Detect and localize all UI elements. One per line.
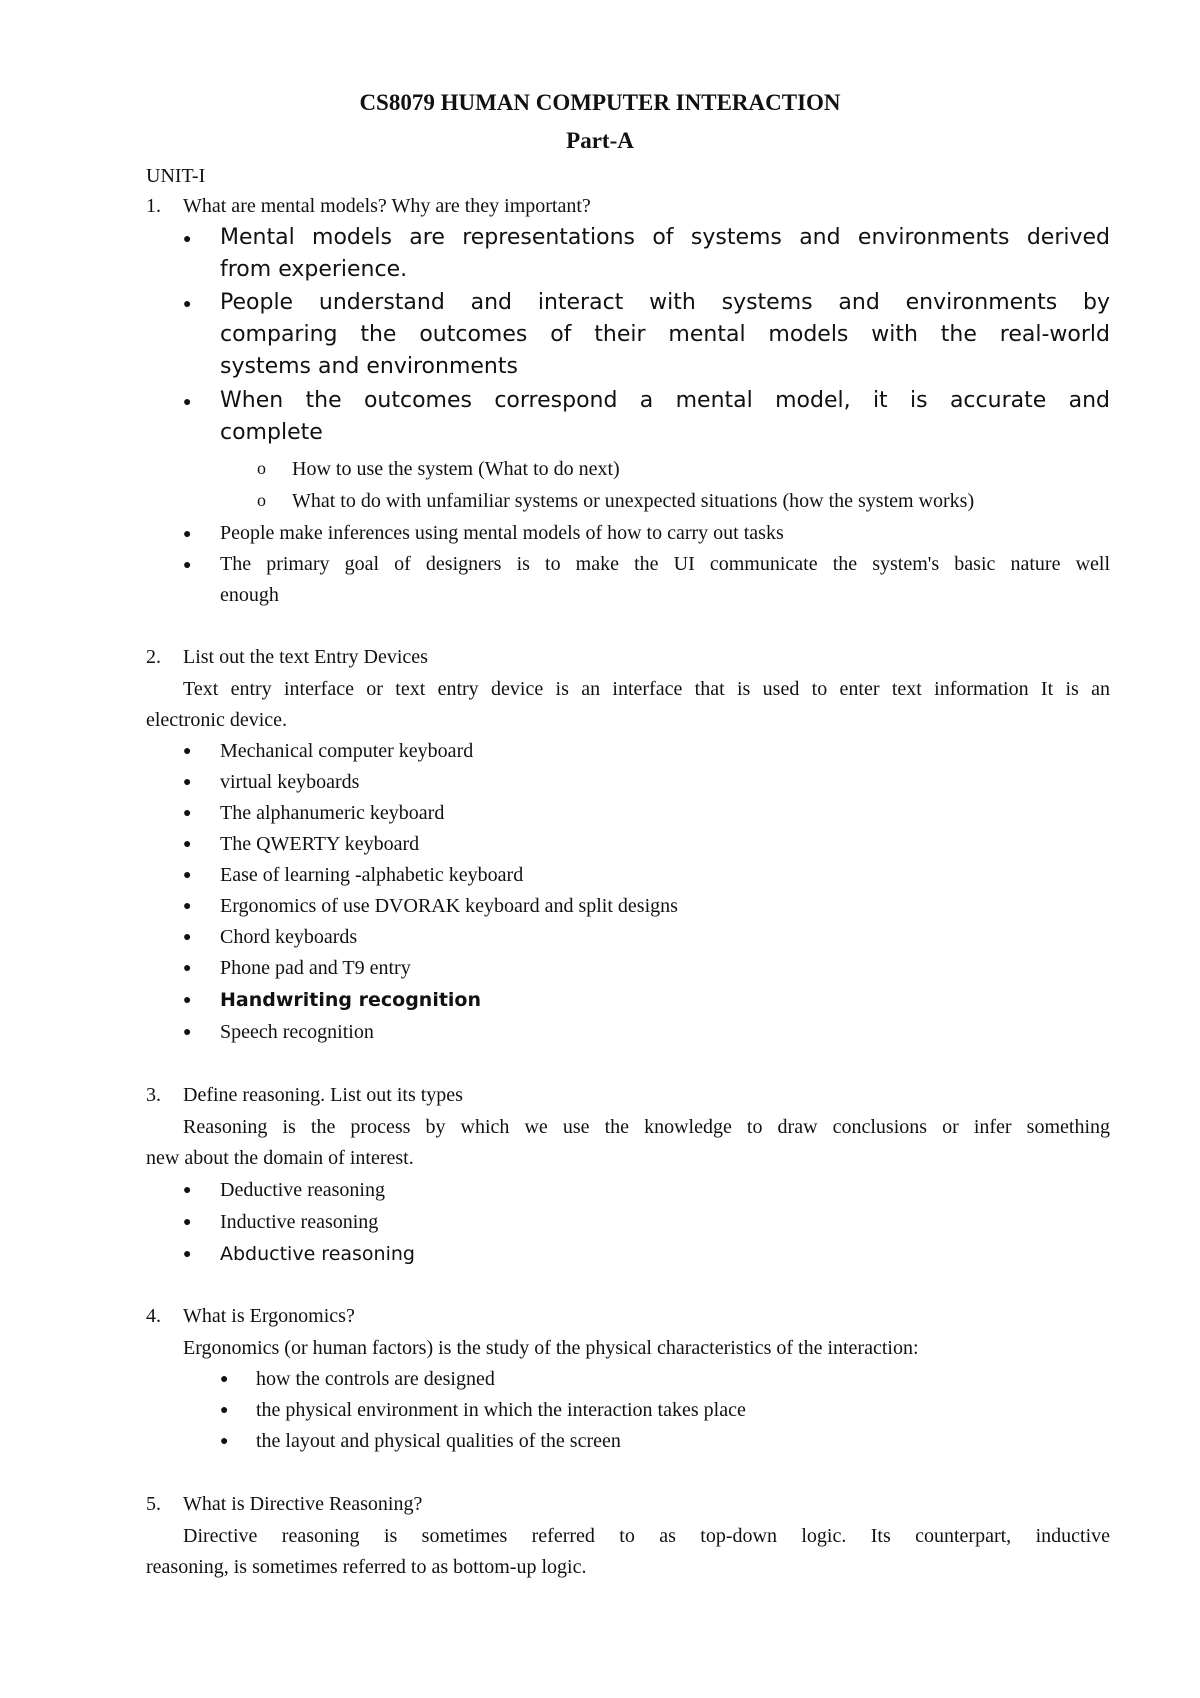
part-heading: Part-A bbox=[566, 128, 634, 153]
q4-question: What is Ergonomics? bbox=[183, 1305, 355, 1327]
q3-item-2-marker: ● bbox=[183, 1215, 192, 1230]
q1-bullet-2-marker: ● bbox=[183, 297, 192, 312]
q1-bullet-2-line-3: systems and environments bbox=[220, 354, 518, 379]
q2-item-9: Handwriting recognition bbox=[220, 989, 482, 1011]
q1-sub-1: How to use the system (What to do next) bbox=[292, 458, 620, 480]
q2-item-3: The alphanumeric keyboard bbox=[220, 802, 445, 824]
q4-item-1: how the controls are designed bbox=[256, 1368, 495, 1390]
q3-item-3: Abductive reasoning bbox=[220, 1243, 415, 1265]
q2-item-1-marker: ● bbox=[183, 744, 192, 759]
q1-bullet-5-marker: ● bbox=[183, 558, 192, 573]
q2-number: 2. bbox=[146, 646, 161, 668]
q2-item-6: Ergonomics of use DVORAK keyboard and split designs bbox=[220, 895, 678, 917]
q4-item-3: the layout and physical qualities of the screen bbox=[256, 1430, 621, 1452]
q1-bullet-4-marker: ● bbox=[183, 527, 192, 542]
q2-item-7-marker: ● bbox=[183, 930, 192, 945]
q2-item-5-marker: ● bbox=[183, 868, 192, 883]
q1-bullet-2-line-2: comparing the outcomes of their mental models with the real-world bbox=[220, 322, 1110, 347]
q4-item-2-marker: ● bbox=[220, 1403, 229, 1418]
q2-item-2: virtual keyboards bbox=[220, 771, 360, 793]
q5-question: What is Directive Reasoning? bbox=[183, 1493, 423, 1515]
q1-sub-1-marker: o bbox=[257, 458, 266, 478]
q1-bullet-1-line-1: Mental models are representations of systems and environments derived bbox=[220, 225, 1110, 250]
q3-question: Define reasoning. List out its types bbox=[183, 1084, 463, 1106]
q2-item-9-marker: ● bbox=[183, 993, 192, 1008]
q1-bullet-2-line-1: People understand and interact with systems and environments by bbox=[220, 290, 1110, 315]
q3-item-3-marker: ● bbox=[183, 1247, 192, 1262]
q3-item-1-marker: ● bbox=[183, 1183, 192, 1198]
q1-bullet-5-line-1: The primary goal of designers is to make the UI communicate the system's basic nature well bbox=[220, 553, 1110, 575]
q4-item-3-marker: ● bbox=[220, 1434, 229, 1449]
q4-item-2: the physical environment in which the interaction takes place bbox=[256, 1399, 746, 1421]
q3-intro-line-1: Reasoning is the process by which we use the knowledge to draw conclusions or infer something bbox=[183, 1116, 1110, 1138]
q2-item-7: Chord keyboards bbox=[220, 926, 358, 948]
q3-item-2: Inductive reasoning bbox=[220, 1211, 379, 1233]
q2-intro-line-2: electronic device. bbox=[146, 709, 288, 731]
unit-heading: UNIT-I bbox=[146, 165, 206, 187]
q3-item-1: Deductive reasoning bbox=[220, 1179, 385, 1201]
q5-answer-line-1: Directive reasoning is sometimes referred to as top-down logic. Its counterpart, inductive bbox=[183, 1525, 1110, 1547]
q1-sub-2-marker: o bbox=[257, 490, 266, 510]
q2-item-4-marker: ● bbox=[183, 837, 192, 852]
q4-number: 4. bbox=[146, 1305, 161, 1327]
q2-item-5: Ease of learning -alphabetic keyboard bbox=[220, 864, 524, 886]
q2-item-8: Phone pad and T9 entry bbox=[220, 957, 411, 979]
document-title: CS8079 HUMAN COMPUTER INTERACTION bbox=[359, 90, 841, 115]
q4-intro: Ergonomics (or human factors) is the study of the physical characteristics of the interaction: bbox=[183, 1337, 919, 1359]
q1-bullet-1-marker: ● bbox=[183, 232, 192, 247]
q1-sub-2: What to do with unfamiliar systems or unexpected situations (how the system works) bbox=[292, 490, 975, 512]
q2-item-1: Mechanical computer keyboard bbox=[220, 740, 474, 762]
q1-number: 1. bbox=[146, 195, 161, 217]
q2-item-10-marker: ● bbox=[183, 1025, 192, 1040]
q2-intro-line-1: Text entry interface or text entry device is an interface that is used to enter text information It is an bbox=[183, 678, 1110, 700]
q3-intro-line-2: new about the domain of interest. bbox=[146, 1147, 414, 1169]
q5-answer-line-2: reasoning, is sometimes referred to as bottom-up logic. bbox=[146, 1556, 587, 1578]
q2-item-6-marker: ● bbox=[183, 899, 192, 914]
q1-bullet-3-line-2: complete bbox=[220, 420, 323, 445]
q3-number: 3. bbox=[146, 1084, 161, 1106]
q2-question: List out the text Entry Devices bbox=[183, 646, 428, 668]
q2-item-8-marker: ● bbox=[183, 961, 192, 976]
q1-question: What are mental models? Why are they important? bbox=[183, 195, 591, 217]
q2-item-4: The QWERTY keyboard bbox=[220, 833, 420, 855]
q2-item-10: Speech recognition bbox=[220, 1021, 374, 1043]
q1-bullet-3-line-1: When the outcomes correspond a mental model, it is accurate and bbox=[220, 388, 1110, 413]
q1-bullet-5-line-2: enough bbox=[220, 584, 279, 606]
q1-bullet-4: People make inferences using mental models of how to carry out tasks bbox=[220, 522, 784, 544]
q2-item-2-marker: ● bbox=[183, 775, 192, 790]
q1-bullet-1-line-2: from experience. bbox=[220, 257, 408, 282]
q1-bullet-3-marker: ● bbox=[183, 395, 192, 410]
q2-item-3-marker: ● bbox=[183, 806, 192, 821]
q5-number: 5. bbox=[146, 1493, 161, 1515]
q4-item-1-marker: ● bbox=[220, 1372, 229, 1387]
